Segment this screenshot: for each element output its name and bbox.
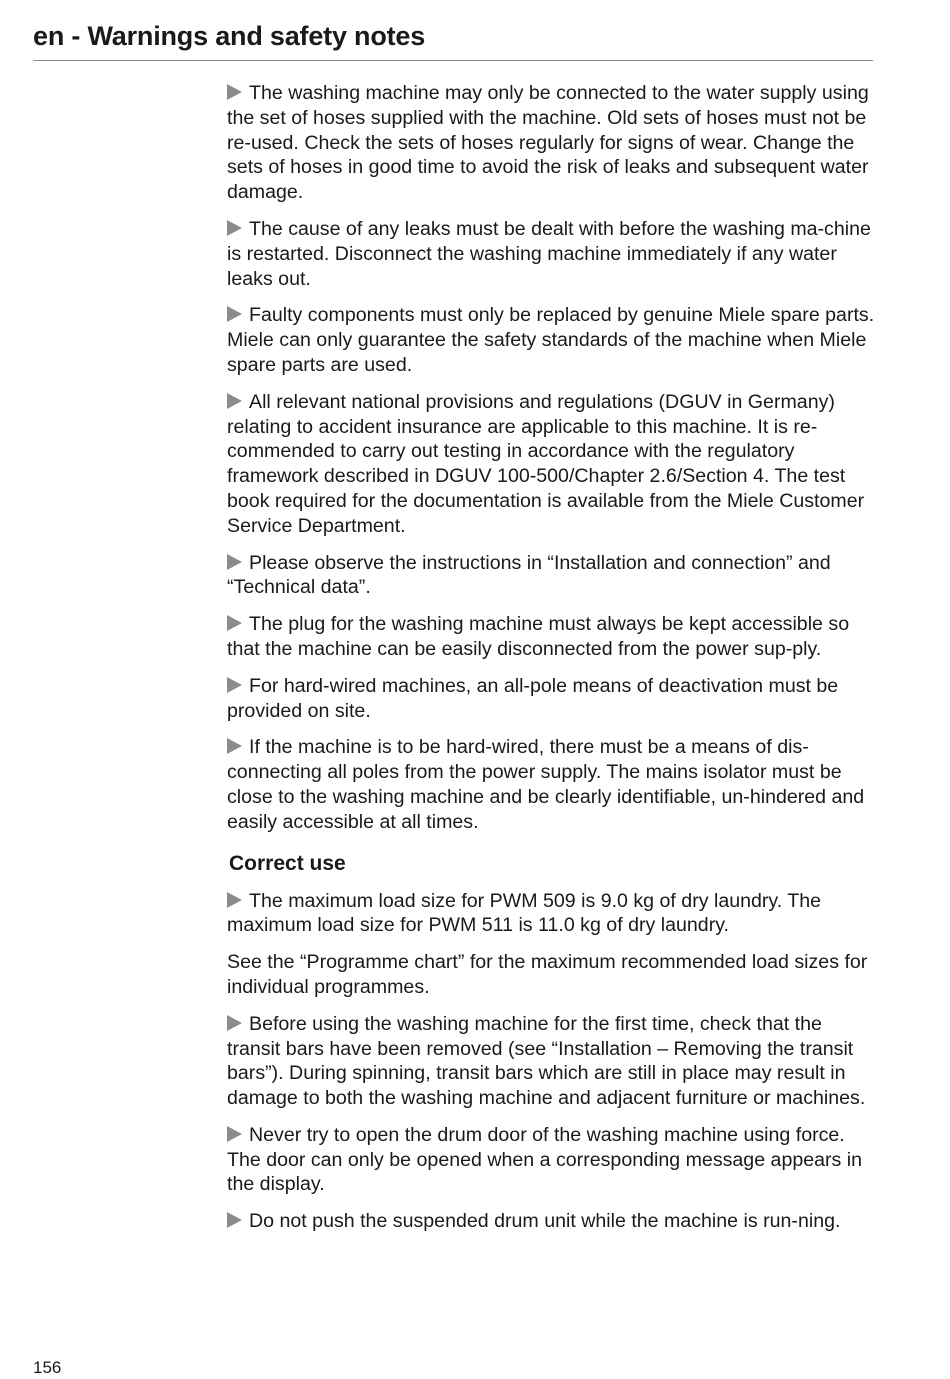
paragraph-text: The washing machine may only be connected to the water supply using the set of hoses supplied with the machine. Old sets of hoses must not be re-used. Check the sets of hoses regularly for signs of wear. Change the sets of hoses in good time to avoid the risk of leaks and subsequent water damage. — [227, 82, 869, 204]
paragraph-text: All relevant national provisions and regulations (DGUV in Germany) relating to accident insurance are applicable to this machine. It is re-commended to carry out testing in accordance with the regulatory framework described in DGUV 100-500/Chapter 2.6/Section 4. The test book required for the documentation is available from the Miele Customer Service Department. — [227, 390, 865, 537]
warning-paragraph — [227, 303, 879, 377]
warning-paragraph — [227, 889, 879, 939]
triangle-bullet-icon — [227, 84, 242, 100]
triangle-bullet-icon — [227, 892, 242, 908]
page-title: en - Warnings and safety notes — [33, 21, 426, 51]
triangle-bullet-icon — [227, 1126, 242, 1142]
main-content — [227, 81, 879, 1246]
triangle-bullet-icon — [227, 554, 242, 570]
paragraph-text: If the machine is to be hard-wired, there must be a means of dis-connecting all poles from the power supply. The mains isolator must be close to the washing machine and be clearly identifiable, un-hindered and easily accessible at all times. — [227, 736, 865, 833]
triangle-bullet-icon — [227, 738, 242, 754]
triangle-bullet-icon — [227, 220, 242, 236]
triangle-bullet-icon — [227, 306, 242, 322]
paragraph-text: Before using the washing machine for the first time, check that the transit bars have been removed (see “Installation – Removing the transit bars”). During spinning, transit bars which are still in place may result in damage to both the washing machine and adjacent furniture or machines. — [227, 1012, 866, 1110]
paragraph-text: Do not push the suspended drum unit while the machine is run-ning. — [249, 1210, 841, 1233]
triangle-bullet-icon — [227, 393, 242, 409]
page-number: 156 — [33, 1358, 62, 1377]
warning-paragraph — [227, 612, 879, 662]
paragraph-text: The cause of any leaks must be dealt with before the washing ma-chine is restarted. Disconnect the washing machine immediately if any water leaks out. — [227, 217, 871, 290]
triangle-bullet-icon — [227, 615, 242, 631]
warning-paragraph — [227, 1209, 879, 1234]
page-header — [33, 18, 873, 61]
paragraph-text: The plug for the washing machine must always be kept accessible so that the machine can be easily disconnected from the power sup-ply. — [227, 613, 850, 660]
triangle-bullet-icon — [227, 1015, 242, 1031]
warning-paragraph — [227, 1012, 879, 1111]
paragraph-text: Faulty components must only be replaced by genuine Miele spare parts. Miele can only guarantee the safety standards of the machine when Miele spare parts are used. — [227, 304, 875, 376]
triangle-bullet-icon — [227, 677, 242, 693]
warning-paragraph — [227, 674, 879, 724]
paragraph-text: For hard-wired machines, an all-pole means of deactivation must be provided on site. — [227, 674, 839, 722]
paragraph-text: Never try to open the drum door of the washing machine using force. The door can only be opened when a corresponding message appears in the display. — [227, 1123, 863, 1196]
paragraph-text: Please observe the instructions in “Installation and connection” and “Technical data”. — [227, 551, 831, 599]
plain-paragraph: See the “Programme chart” for the maximum recommended load sizes for individual programmes. — [227, 951, 868, 998]
warning-paragraph — [227, 551, 879, 601]
warning-paragraph — [227, 217, 879, 291]
section-heading-correct-use: Correct use — [229, 851, 346, 875]
warning-paragraph — [227, 390, 879, 539]
warning-paragraph — [227, 1123, 879, 1197]
warning-paragraph — [227, 81, 879, 205]
warning-paragraph — [227, 735, 879, 834]
paragraph-text: The maximum load size for PWM 509 is 9.0 kg of dry laundry. The maximum load size for PWM 511 is 11.0 kg of dry laundry. — [227, 889, 822, 937]
triangle-bullet-icon — [227, 1212, 242, 1228]
